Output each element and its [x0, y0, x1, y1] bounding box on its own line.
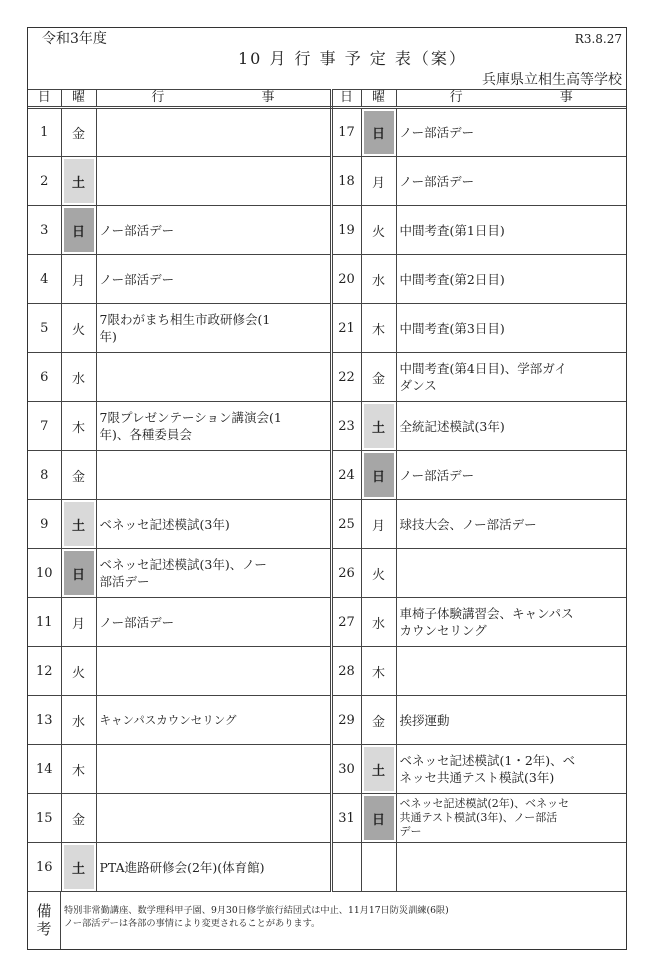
- event-line: 7限わがまち相生市政研修会(1: [99, 312, 271, 327]
- schedule-row: [28, 108, 626, 157]
- event-cell: [396, 794, 626, 843]
- schedule-row: [28, 353, 626, 402]
- event-cell: [396, 598, 626, 647]
- schedule-row: [28, 549, 626, 598]
- event-cell: [96, 500, 331, 549]
- weekday-cell: 土: [61, 500, 96, 549]
- page-title: 10 月 行 事 予 定 表（案）: [238, 49, 467, 68]
- weekday-cell: 金: [361, 353, 396, 402]
- event-line: ベネッセ記述模試(1・2年)、ベ: [399, 753, 576, 768]
- event-line: PTA進路研修会(2年)(体育館): [99, 859, 265, 875]
- event-cell: [96, 353, 331, 402]
- schedule-row: [28, 255, 626, 304]
- event-line: デー: [399, 825, 422, 838]
- day-number: 29: [331, 696, 361, 745]
- schedule-row: [28, 696, 626, 745]
- schedule-row: [28, 794, 626, 843]
- event-cell: [96, 206, 331, 255]
- event-cell: [396, 402, 626, 451]
- event-cell: [96, 451, 331, 500]
- day-number: 20: [331, 255, 361, 304]
- weekday-cell: 日: [361, 451, 396, 500]
- schedule-row: [28, 402, 626, 451]
- day-number: 9: [28, 500, 61, 549]
- day-number: 4: [28, 255, 61, 304]
- weekday-cell: 金: [61, 794, 96, 843]
- event-line: 部活デー: [99, 574, 150, 589]
- event-cell: [396, 549, 626, 598]
- day-number: 30: [331, 745, 361, 794]
- day-number: 2: [28, 157, 61, 206]
- remarks-section: [28, 891, 626, 949]
- event-line: 中間考査(第3日目): [399, 320, 505, 336]
- weekday-cell: 土: [361, 745, 396, 794]
- event-cell: [396, 108, 626, 157]
- fiscal-year: 令和3年度: [42, 31, 107, 47]
- weekday-cell: 日: [61, 206, 96, 255]
- weekday-cell: 金: [361, 696, 396, 745]
- event-cell: [396, 304, 626, 353]
- day-number: 13: [28, 696, 61, 745]
- day-number: 17: [331, 108, 361, 157]
- day-number: 3: [28, 206, 61, 255]
- day-number: 26: [331, 549, 361, 598]
- event-line: 中間考査(第4日目)、学部ガイ: [399, 361, 567, 376]
- weekday-cell: 土: [61, 843, 96, 892]
- event-line: 年): [99, 329, 117, 344]
- weekday-cell: 木: [361, 647, 396, 696]
- event-cell: [396, 255, 626, 304]
- column-header-weekday: 曜: [361, 90, 396, 108]
- event-cell: [96, 647, 331, 696]
- weekday-cell: 金: [61, 108, 96, 157]
- weekday-cell: 日: [361, 794, 396, 843]
- remarks-label: 備考: [36, 902, 52, 938]
- event-line: カウンセリング: [399, 623, 487, 638]
- weekday-cell: 水: [61, 353, 96, 402]
- day-number: 28: [331, 647, 361, 696]
- day-number: 8: [28, 451, 61, 500]
- remarks-text: [61, 891, 626, 949]
- event-cell: [96, 745, 331, 794]
- day-number: 7: [28, 402, 61, 451]
- day-number: 21: [331, 304, 361, 353]
- remark-line: 特別非常勤講座、数学理科甲子園、9月30日修学旅行結団式は中止、11月17日防災訓練(6限): [64, 905, 449, 916]
- column-header-weekday: 曜: [61, 90, 96, 108]
- event-line: ネッセ共通テスト模試(3年): [399, 770, 555, 785]
- schedule-row: [28, 206, 626, 255]
- column-header-row: [28, 90, 626, 108]
- remark-line: ノー部活デーは各部の事情により変更されることがあります。: [64, 918, 321, 929]
- day-number: 5: [28, 304, 61, 353]
- day-number: 10: [28, 549, 61, 598]
- event-cell: [396, 745, 626, 794]
- day-number: 16: [28, 843, 61, 892]
- event-line: ダンス: [399, 378, 437, 393]
- event-line: 車椅子体験講習会、キャンパス: [399, 606, 574, 621]
- day-number: 19: [331, 206, 361, 255]
- event-line: 中間考査(第1日目): [399, 222, 505, 238]
- weekday-cell: 木: [61, 745, 96, 794]
- event-line: ノー部活デー: [99, 222, 175, 238]
- revision-date: R3.8.27: [574, 32, 622, 46]
- weekday-cell: 月: [61, 255, 96, 304]
- blank-cell: [331, 843, 361, 892]
- event-line: 中間考査(第2日目): [399, 271, 505, 287]
- day-number: 24: [331, 451, 361, 500]
- weekday-cell: 火: [61, 304, 96, 353]
- weekday-cell: 水: [61, 696, 96, 745]
- column-header-events: 行 事: [96, 90, 331, 108]
- weekday-cell: 土: [361, 402, 396, 451]
- event-cell: [96, 598, 331, 647]
- blank-cell: [396, 843, 626, 892]
- day-number: 12: [28, 647, 61, 696]
- weekday-cell: 火: [61, 647, 96, 696]
- event-cell: [396, 206, 626, 255]
- event-cell: [96, 549, 331, 598]
- event-cell: [96, 255, 331, 304]
- schedule-row: [28, 647, 626, 696]
- event-line: ノー部活デー: [399, 467, 475, 483]
- event-line: 挨拶運動: [399, 712, 450, 728]
- day-number: 25: [331, 500, 361, 549]
- day-number: 6: [28, 353, 61, 402]
- event-line: ノー部活デー: [99, 614, 175, 630]
- weekday-cell: 金: [61, 451, 96, 500]
- day-number: 18: [331, 157, 361, 206]
- column-header-day: 日: [331, 90, 361, 108]
- weekday-cell: 月: [361, 157, 396, 206]
- weekday-cell: 木: [361, 304, 396, 353]
- schedule-sheet: [27, 27, 627, 950]
- event-line: 7限プレゼンテーション講演会(1: [99, 410, 282, 425]
- event-line: 全統記述模試(3年): [399, 418, 505, 434]
- event-cell: [96, 843, 331, 892]
- event-cell: [96, 402, 331, 451]
- schedule-row: [28, 843, 626, 892]
- event-cell: [396, 451, 626, 500]
- event-cell: [396, 500, 626, 549]
- event-line: ベネッセ記述模試(3年)、ノー: [99, 557, 267, 572]
- schedule-row: [28, 500, 626, 549]
- event-line: 球技大会、ノー部活デー: [399, 516, 537, 532]
- schedule-table: [28, 89, 626, 892]
- event-cell: [396, 696, 626, 745]
- weekday-cell: 水: [361, 255, 396, 304]
- event-line: ベネッセ記述模試(3年): [99, 516, 230, 532]
- event-line: キャンパスカウンセリング: [99, 712, 237, 727]
- remarks-label-cell: [28, 891, 61, 949]
- event-cell: [396, 647, 626, 696]
- schedule-row: [28, 745, 626, 794]
- weekday-cell: 日: [61, 549, 96, 598]
- weekday-cell: 土: [61, 157, 96, 206]
- day-number: 1: [28, 108, 61, 157]
- event-cell: [96, 304, 331, 353]
- day-number: 23: [331, 402, 361, 451]
- weekday-cell: 水: [361, 598, 396, 647]
- day-number: 15: [28, 794, 61, 843]
- day-number: 22: [331, 353, 361, 402]
- column-header-day: 日: [28, 90, 61, 108]
- schedule-row: [28, 598, 626, 647]
- event-cell: [396, 157, 626, 206]
- event-line: 年)、各種委員会: [99, 427, 192, 442]
- schedule-row: [28, 157, 626, 206]
- blank-cell: [361, 843, 396, 892]
- weekday-cell: 月: [361, 500, 396, 549]
- schedule-body: [28, 108, 626, 892]
- event-line: ノー部活デー: [399, 125, 475, 140]
- day-number: 31: [331, 794, 361, 843]
- weekday-cell: 火: [361, 549, 396, 598]
- event-cell: [96, 696, 331, 745]
- event-line: ノー部活デー: [99, 271, 175, 287]
- schedule-row: [28, 304, 626, 353]
- event-line: ベネッセ記述模試(2年)、ベネッセ: [399, 797, 570, 810]
- event-cell: [96, 108, 331, 157]
- event-cell: [96, 794, 331, 843]
- event-line: 共通テスト模試(3年)、ノー部活: [399, 811, 558, 824]
- day-number: 14: [28, 745, 61, 794]
- schedule-row: [28, 451, 626, 500]
- weekday-cell: 火: [361, 206, 396, 255]
- day-number: 11: [28, 598, 61, 647]
- school-name: 兵庫県立相生高等学校: [482, 72, 622, 88]
- event-cell: [96, 157, 331, 206]
- event-cell: [396, 353, 626, 402]
- event-line: ノー部活デー: [399, 173, 475, 189]
- weekday-cell: 月: [61, 598, 96, 647]
- weekday-cell: 木: [61, 402, 96, 451]
- column-header-events: 行 事: [396, 90, 626, 108]
- day-number: 27: [331, 598, 361, 647]
- weekday-cell: 日: [361, 108, 396, 157]
